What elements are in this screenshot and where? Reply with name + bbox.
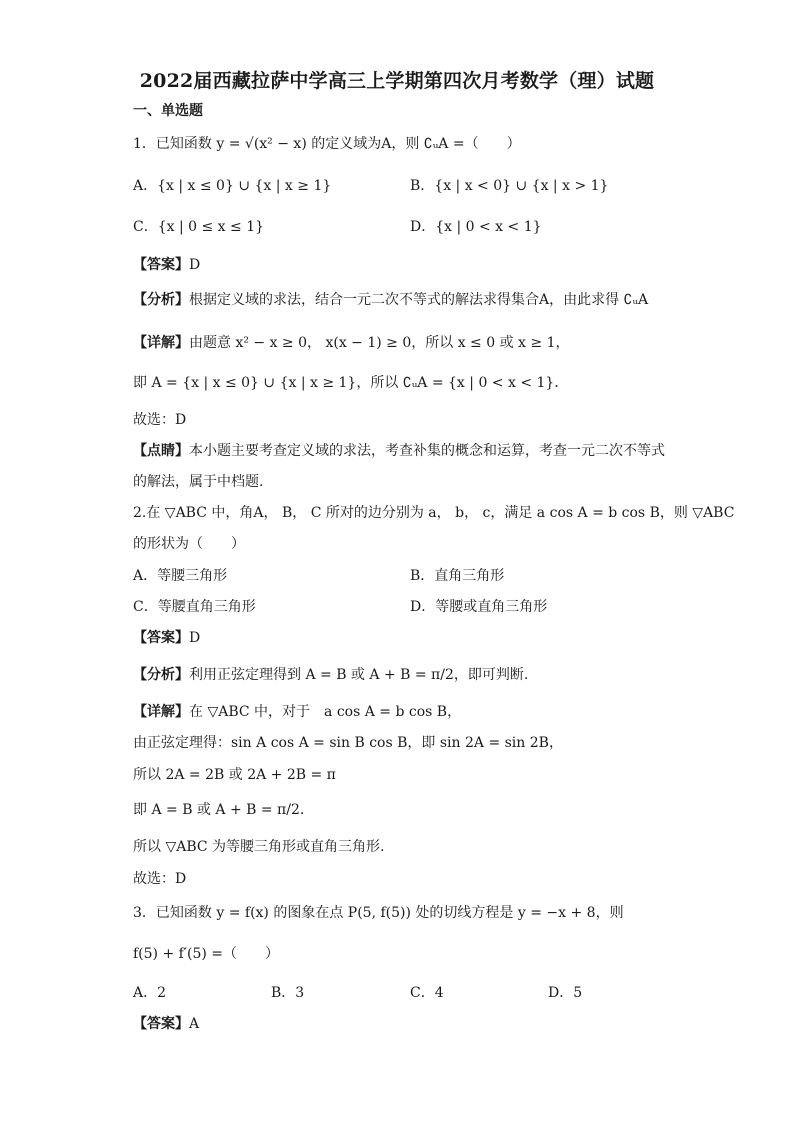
answer-tag: 【答案】 bbox=[133, 1016, 189, 1032]
detail-text: 在 ▽ABC 中，对于 a cos A = b cos B， bbox=[189, 704, 462, 720]
answer-tag: 【答案】 bbox=[133, 630, 189, 646]
q1-option-a: A．{x | x ≤ 0} ∪ {x | x ≥ 1} bbox=[133, 178, 332, 194]
q1-detail-1 bbox=[133, 333, 569, 353]
q2-analysis bbox=[133, 665, 528, 685]
q1-option-d: D．{x | 0 < x < 1} bbox=[410, 219, 542, 235]
q1-option-c: C．{x | 0 ≤ x ≤ 1} bbox=[133, 219, 265, 235]
detail-tag: 【详解】 bbox=[133, 335, 189, 351]
analysis-text: 根据定义域的求法，结合一元二次不等式的解法求得集合A，由此求得 ∁ᵤA bbox=[189, 292, 649, 308]
q3-answer bbox=[133, 1014, 199, 1034]
answer-tag: 【答案】 bbox=[133, 257, 189, 273]
page-title: 2022届西藏拉萨中学高三上学期第四次月考数学（理）试题 bbox=[139, 70, 655, 92]
analysis-text: 利用正弦定理得到 A = B 或 A + B = π/2，即可判断. bbox=[189, 667, 529, 683]
q3-option-a: A．2 bbox=[133, 985, 167, 1001]
q2-detail-2: 由正弦定理得：sin A cos A = sin B cos B，即 sin 2A = sin 2B， bbox=[133, 735, 563, 751]
q2-stem-1: 2.在 ▽ABC 中，角A， B， C 所对的边分别为 a， b， c，满足 a cos A = b cos B，则 ▽ABC bbox=[133, 505, 735, 521]
q2-detail-4: 即 A = B 或 A + B = π/2. bbox=[133, 802, 305, 818]
q1-choose: 故选：D bbox=[133, 412, 187, 428]
q1-stem: 1．已知函数 y = √(x² − x) 的定义域为A，则 ∁ᵤA =（ ） bbox=[133, 136, 521, 152]
q3-option-c: C．4 bbox=[410, 985, 444, 1001]
q1-answer bbox=[133, 255, 200, 275]
comment-tag: 【点睛】 bbox=[133, 443, 189, 459]
q2-option-a: A．等腰三角形 bbox=[133, 568, 228, 584]
q1-option-b: B．{x | x < 0} ∪ {x | x > 1} bbox=[410, 178, 609, 194]
q2-stem-2: 的形状为（ ） bbox=[133, 536, 245, 552]
q3-stem-2: f(5) + f′(5) =（ ） bbox=[133, 946, 280, 962]
answer-value: D bbox=[189, 630, 201, 646]
q2-option-d: D．等腰或直角三角形 bbox=[410, 599, 548, 615]
q1-analysis bbox=[133, 290, 648, 310]
q2-answer bbox=[133, 628, 200, 648]
answer-value: A bbox=[189, 1016, 200, 1032]
comment-text: 本小题主要考查定义域的求法，考查补集的概念和运算，考查一元二次不等式 bbox=[189, 443, 665, 459]
q2-choose: 故选：D bbox=[133, 871, 187, 887]
detail-text: 由题意 x² − x ≥ 0， x(x − 1) ≥ 0，所以 x ≤ 0 或 x ≥ 1， bbox=[189, 335, 570, 351]
q1-comment-1 bbox=[133, 441, 665, 461]
q2-option-c: C．等腰直角三角形 bbox=[133, 599, 256, 615]
section-heading: 一、单选题 bbox=[133, 103, 203, 119]
q1-comment-2: 的解法，属于中档题. bbox=[133, 474, 264, 490]
q2-option-b: B．直角三角形 bbox=[410, 568, 505, 584]
analysis-tag: 【分析】 bbox=[133, 292, 189, 308]
q3-option-d: D．5 bbox=[548, 985, 583, 1001]
q3-option-b: B．3 bbox=[271, 985, 305, 1001]
q3-stem-1: 3．已知函数 y = f(x) 的图象在点 P(5, f(5)) 处的切线方程是 y = −x + 8，则 bbox=[133, 905, 624, 921]
detail-tag: 【详解】 bbox=[133, 704, 189, 720]
q2-detail-1 bbox=[133, 702, 461, 722]
analysis-tag: 【分析】 bbox=[133, 667, 189, 683]
q2-detail-5: 所以 ▽ABC 为等腰三角形或直角三角形. bbox=[133, 839, 385, 855]
q2-detail-3: 所以 2A = 2B 或 2A + 2B = π bbox=[133, 767, 336, 783]
q1-detail-2: 即 A = {x | x ≤ 0} ∪ {x | x ≥ 1}，所以 ∁ᵤA = {x | 0 < x < 1}． bbox=[133, 375, 569, 391]
answer-value: D bbox=[189, 257, 201, 273]
